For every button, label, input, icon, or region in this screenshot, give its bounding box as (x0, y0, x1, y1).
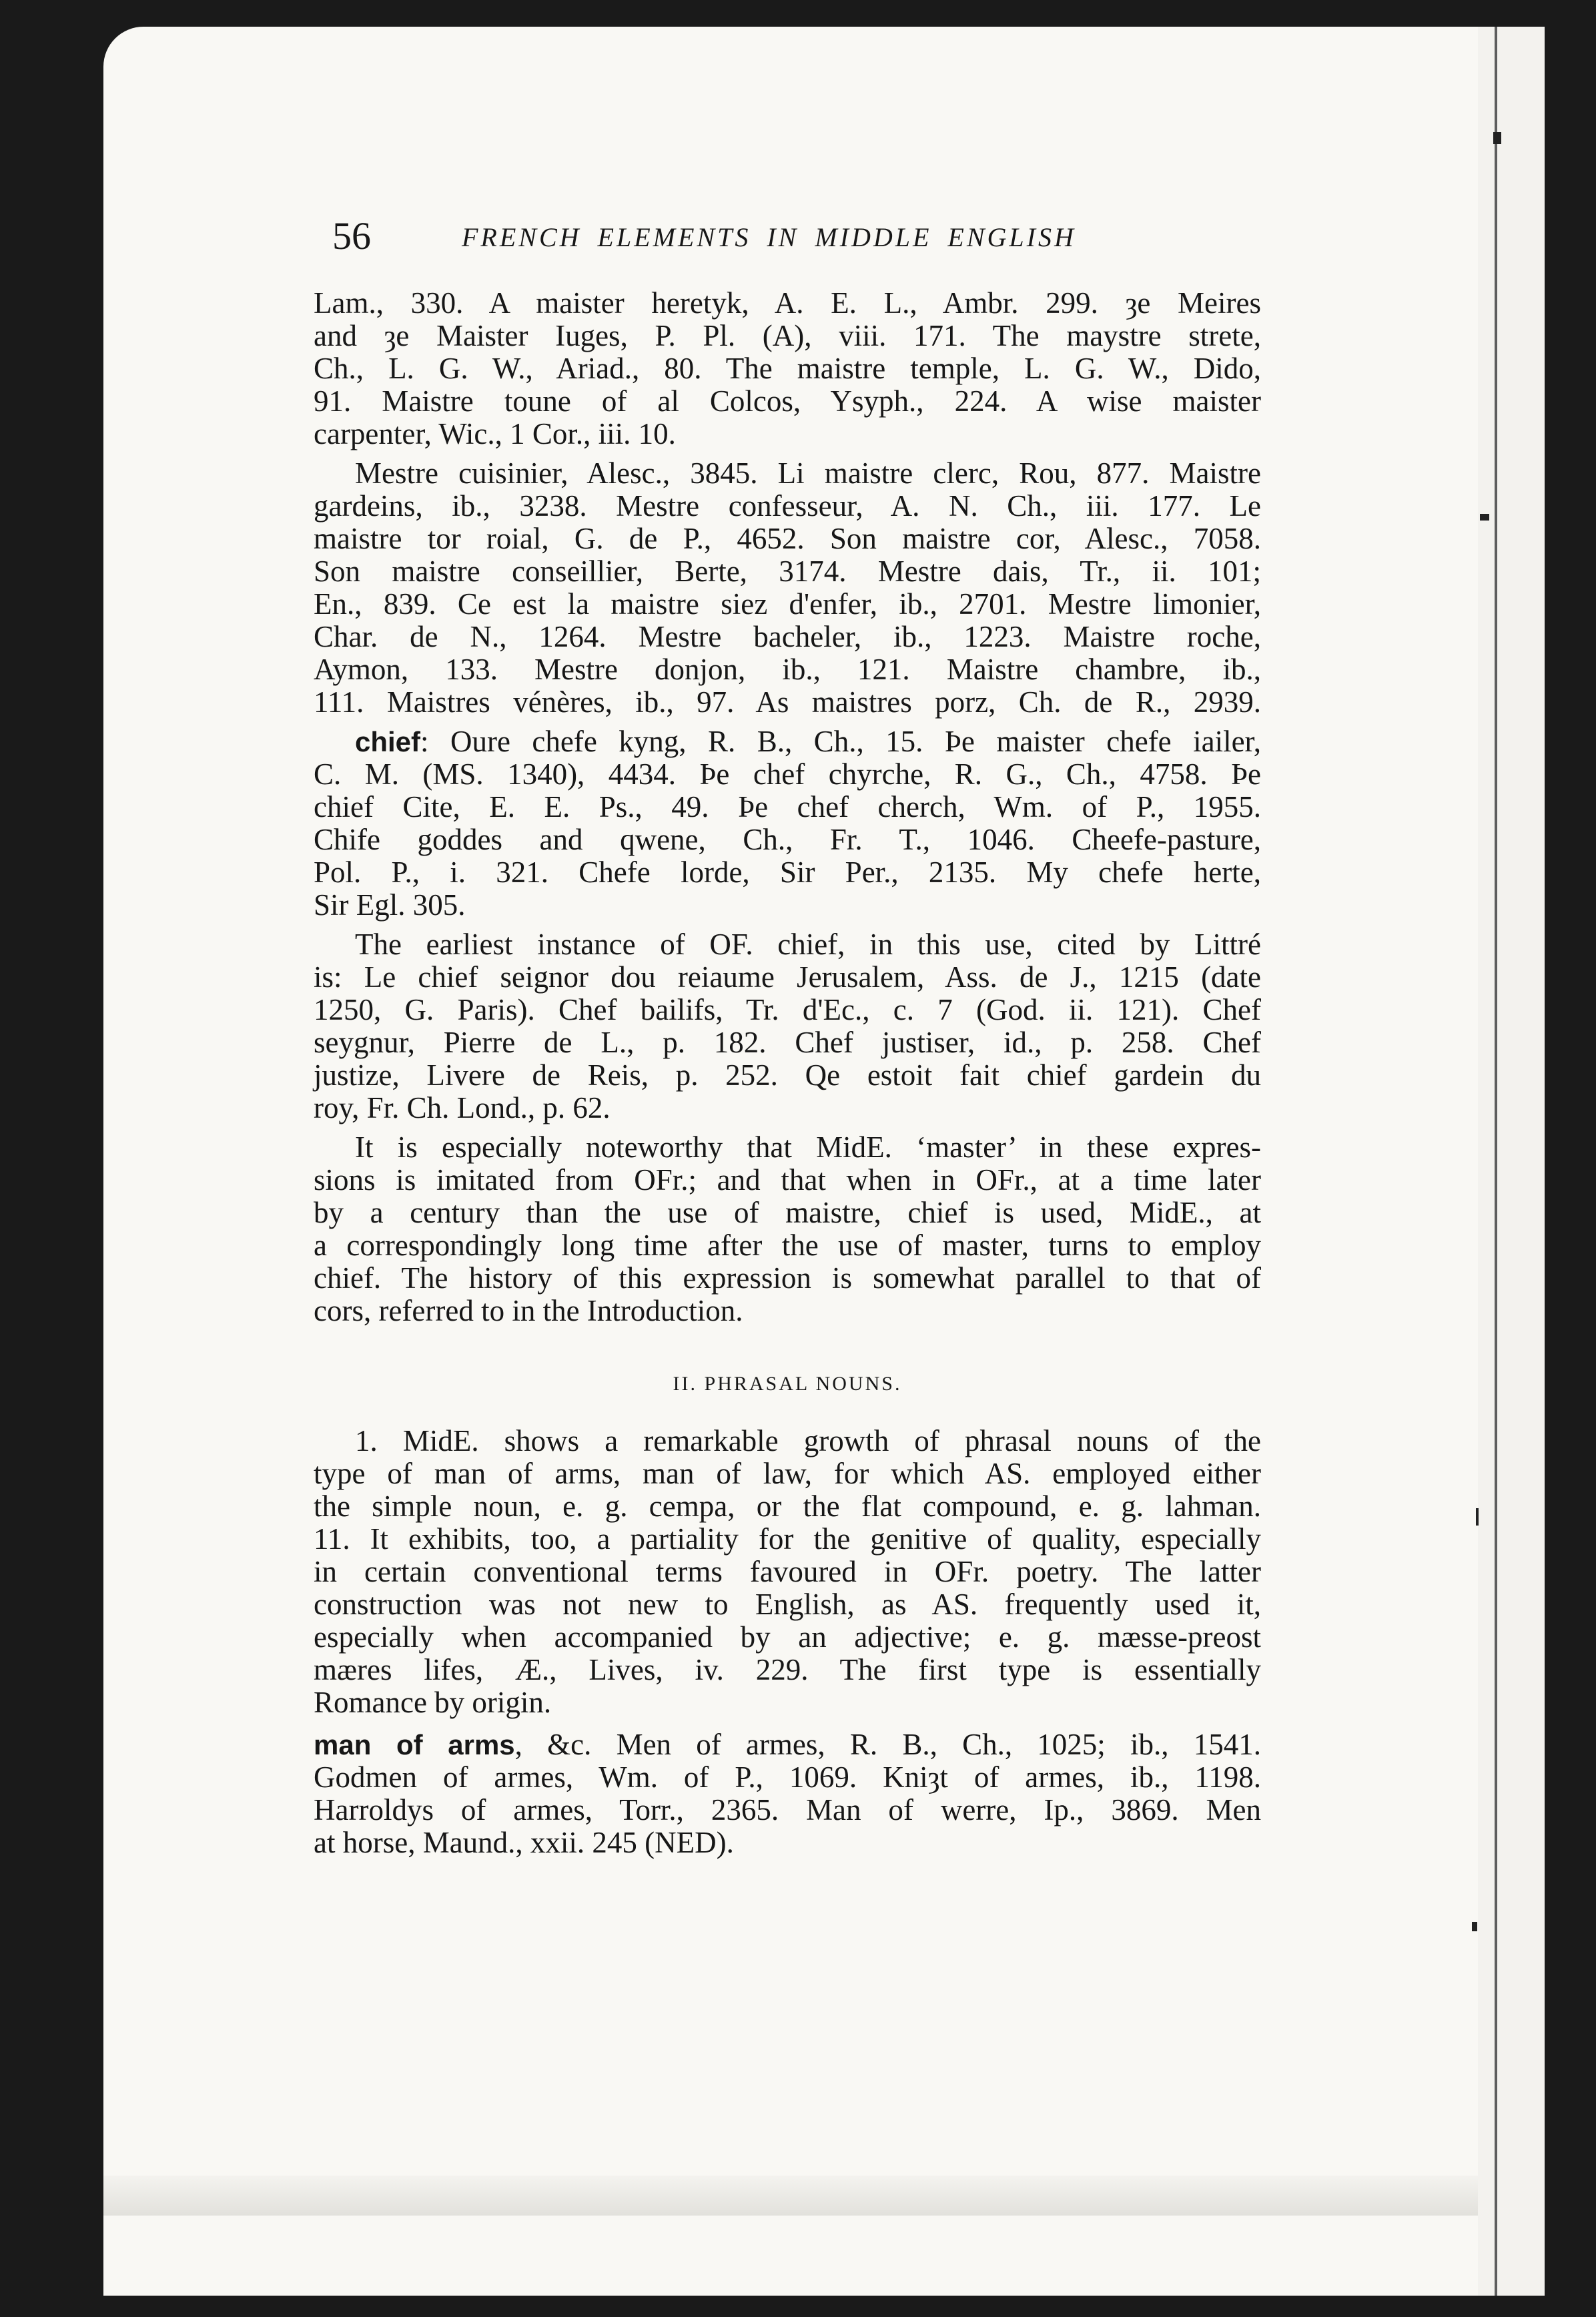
text-line: 111. Maistres vénères, ib., 97. As maistres porz, Ch. de R., 2939. (314, 685, 1261, 719)
text-line: Harroldys of armes, Torr., 2365. Man of werre, Ip., 3869. Men (314, 1793, 1261, 1827)
running-title: FRENCH ELEMENTS IN MIDDLE ENGLISH (462, 222, 1076, 252)
page-content (314, 200, 1261, 1859)
text-line: a correspondingly long time after the use of master, turns to employ (314, 1229, 1261, 1262)
text-line: roy, Fr. Ch. Lond., p. 62. (314, 1091, 611, 1124)
text-line: is: Le chief seignor dou reiaume Jerusalem, Ass. de J., 1215 (date (314, 960, 1261, 994)
text-line: construction was not new to English, as AS. frequently used it, (314, 1588, 1261, 1621)
text-line: C. M. (MS. 1340), 4434. Þe chef chyrche, R. G., Ch., 4758. Þe (314, 757, 1261, 791)
text-line: Char. de N., 1264. Mestre bacheler, ib., 1223. Maistre roche, (314, 620, 1261, 653)
text-line: in certain conventional terms favoured in OFr. poetry. The latter (314, 1555, 1261, 1588)
section-heading: II. PHRASAL NOUNS. (673, 1373, 902, 1395)
text-line: justize, Livere de Reis, p. 252. Qe estoit fait chief gardein du (314, 1058, 1261, 1092)
text-line: Mestre cuisinier, Alesc., 3845. Li maistre clerc, Rou, 877. Maistre (355, 456, 1261, 490)
page-bottom-edge (103, 2176, 1478, 2216)
text-line: Ch., L. G. W., Ariad., 80. The maistre temple, L. G. W., Dido, (314, 352, 1261, 385)
text-line: gardeins, ib., 3238. Mestre confesseur, A. N. Ch., iii. 177. Le (314, 489, 1261, 523)
text-line: Chife goddes and qwene, Ch., Fr. T., 1046. Cheefe-pasture, (314, 823, 1261, 856)
text-line: and ȝe Maister Iuges, P. Pl. (A), viii. 171. The maystre strete, (314, 319, 1261, 352)
text-line: The earliest instance of OF. chief, in this use, cited by Littré (355, 928, 1261, 961)
text-line: Romance by origin. (314, 1686, 552, 1719)
text-line: 11. It exhibits, too, a partiality for the genitive of quality, especially (314, 1522, 1261, 1556)
text-line: Pol. P., i. 321. Chefe lorde, Sir Per., 2135. My chefe herte, (314, 856, 1261, 889)
text-line (314, 725, 1261, 758)
text-line: It is especially noteworthy that MidE. ‘master’ in these expres- (355, 1130, 1261, 1164)
text-line: 91. Maistre toune of al Colcos, Ysyph., 224. A wise maister (314, 384, 1261, 418)
gutter-mark (1493, 132, 1501, 144)
text-line (314, 1728, 1261, 1761)
page-number: 56 (332, 214, 371, 258)
text-line: sions is imitated from OFr.; and that when in OFr., at a time later (314, 1163, 1261, 1197)
text-line: Sir Egl. 305. (314, 888, 466, 922)
text-line: seygnur, Pierre de L., p. 182. Chef justiser, id., p. 258. Chef (314, 1026, 1261, 1059)
text-line: chief Cite, E. E. Ps., 49. Þe chef cherch, Wm. of P., 1955. (314, 790, 1261, 823)
text-line: Lam., 330. A maister heretyk, A. E. L., Ambr. 299. ȝe Meires (314, 286, 1261, 320)
text-line: type of man of arms, man of law, for which AS. employed either (314, 1457, 1261, 1490)
gutter-mark (1480, 514, 1489, 521)
text-line: by a century than the use of maistre, chief is used, MidE., at (314, 1196, 1261, 1229)
text-line: the simple noun, e. g. cempa, or the flat compound, e. g. lahman. (314, 1490, 1261, 1523)
entry-chief (314, 725, 1261, 922)
gutter-mark (1476, 1508, 1479, 1526)
paragraph (314, 1425, 1261, 1719)
text-line: mæres lifes, Æ., Lives, iv. 229. The first type is essentially (314, 1653, 1261, 1686)
paragraph (314, 1131, 1261, 1327)
text-line: 1250, G. Paris). Chef bailifs, Tr. d'Ec., c. 7 (God. ii. 121). Chef (314, 993, 1261, 1026)
text-line: Godmen of armes, Wm. of P., 1069. Kniȝt of armes, ib., 1198. (314, 1760, 1261, 1794)
text-line: at horse, Maund., xxii. 245 (NED). (314, 1826, 734, 1859)
text-line: En., 839. Ce est la maistre siez d'enfer, ib., 2701. Mestre limonier, (314, 587, 1261, 621)
text-line: especially when accompanied by an adjective; e. g. mæsse-preost (314, 1620, 1261, 1654)
running-head (314, 200, 1261, 274)
text-line: Son maistre conseillier, Berte, 3174. Mestre dais, Tr., ii. 101; (314, 555, 1261, 588)
text-line: 1. MidE. shows a remarkable growth of phrasal nouns of the (355, 1424, 1261, 1457)
text-line: chief. The history of this expression is somewhat parallel to that of (314, 1261, 1261, 1295)
text-fragment: : Oure chefe kyng, R. B., Ch., 15. Þe maister chefe iailer, (420, 725, 1261, 758)
paragraph (314, 928, 1261, 1124)
paragraph (314, 287, 1261, 450)
headword: chief (355, 726, 421, 757)
facing-page-edge (1478, 27, 1545, 2296)
text-line: carpenter, Wic., 1 Cor., iii. 10. (314, 417, 676, 450)
page-gutter-line (1495, 27, 1497, 2296)
text-line: maistre tor roial, G. de P., 4652. Son maistre cor, Alesc., 7058. (314, 522, 1261, 555)
text-fragment: , &c. Men of armes, R. B., Ch., 1025; ib., 1541. (514, 1728, 1261, 1761)
gutter-mark (1472, 1922, 1477, 1931)
text-line: cors, referred to in the Introduction. (314, 1294, 743, 1327)
headword: man of arms (314, 1729, 515, 1760)
paragraph (314, 457, 1261, 719)
entry-man-of-arms (314, 1728, 1261, 1859)
text-line: Aymon, 133. Mestre donjon, ib., 121. Maistre chambre, ib., (314, 653, 1261, 686)
